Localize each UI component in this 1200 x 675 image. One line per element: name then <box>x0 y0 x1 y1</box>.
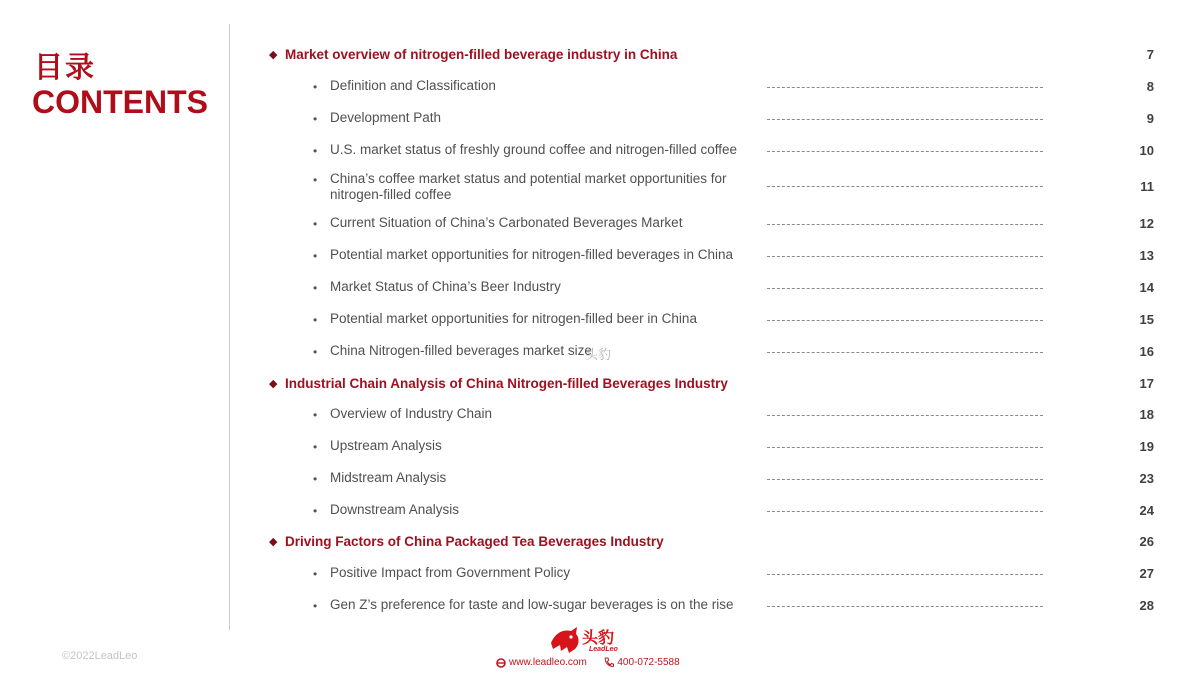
toc-label: Current Situation of China’s Carbonated Beverages Market <box>330 215 683 230</box>
dotted-leader <box>767 186 1043 187</box>
toc-label: Overview of Industry Chain <box>330 406 493 421</box>
toc-page-number: 27 <box>1139 566 1154 581</box>
toc-page-number: 9 <box>1146 111 1154 126</box>
bullet-icon: • <box>313 249 318 263</box>
dotted-leader <box>767 606 1043 607</box>
toc-label: China’s coffee market status and potential market opportunities for nitrogen-filled coffee <box>330 171 727 202</box>
toc-page-number: 26 <box>1139 534 1154 549</box>
bullet-icon: • <box>313 567 318 581</box>
diamond-icon: ◆ <box>269 378 278 390</box>
dotted-leader <box>767 352 1043 353</box>
phone-number: 400-072-5588 <box>617 657 680 668</box>
leadleo-logo <box>549 625 629 659</box>
bullet-icon: • <box>313 281 318 295</box>
toc-label: Potential market opportunities for nitrogen-filled beverages in China <box>330 247 733 262</box>
dotted-leader <box>767 415 1043 416</box>
toc-page-number: 11 <box>1140 179 1154 194</box>
contents-title-chinese: 目录 <box>34 50 97 84</box>
toc-label: Driving Factors of China Packaged Tea Beverages Industry <box>285 534 664 549</box>
logo-text-chinese: 头豹 <box>582 628 615 647</box>
toc-page-number: 19 <box>1139 439 1154 454</box>
bullet-icon: • <box>313 80 318 94</box>
toc-page-number: 16 <box>1139 344 1154 359</box>
dotted-leader <box>767 288 1043 289</box>
toc-page-number: 17 <box>1139 376 1154 391</box>
toc-page-number: 13 <box>1139 248 1154 263</box>
logo-text: LeadLeo <box>589 646 618 653</box>
web-icon <box>496 658 506 668</box>
toc-page-number: 15 <box>1139 312 1154 327</box>
copyright-text: ©2022LeadLeo <box>62 650 138 662</box>
bullet-icon: • <box>313 173 318 187</box>
toc-label: U.S. market status of freshly ground coffee and nitrogen-filled coffee <box>330 142 737 157</box>
dotted-leader <box>767 574 1043 575</box>
toc-page-number: 28 <box>1139 598 1154 613</box>
toc-label: Gen Z’s preference for taste and low-sugar beverages is on the rise <box>330 597 734 612</box>
dotted-leader <box>767 511 1043 512</box>
contents-title: CONTENTS <box>32 84 208 120</box>
toc-page-number: 12 <box>1139 216 1154 231</box>
bullet-icon: • <box>313 472 318 486</box>
bullet-icon: • <box>313 345 318 359</box>
toc-page-number: 7 <box>1146 47 1154 62</box>
toc-label: Upstream Analysis <box>330 438 442 453</box>
dotted-leader <box>767 479 1043 480</box>
website-link[interactable]: www.leadleo.com <box>509 657 587 668</box>
footer-contact <box>496 657 680 668</box>
dotted-leader <box>767 320 1043 321</box>
toc-label: Positive Impact from Government Policy <box>330 565 571 580</box>
diamond-icon: ◆ <box>269 49 278 61</box>
dotted-leader <box>767 151 1043 152</box>
toc-page-number: 24 <box>1139 503 1154 518</box>
toc-label: Market Status of China’s Beer Industry <box>330 279 561 294</box>
toc-label: Definition and Classification <box>330 78 496 93</box>
toc-page-number: 18 <box>1139 407 1154 422</box>
bullet-icon: • <box>313 599 318 613</box>
toc-page-number: 23 <box>1139 471 1154 486</box>
bullet-icon: • <box>313 440 318 454</box>
dotted-leader <box>767 119 1043 120</box>
bullet-icon: • <box>313 217 318 231</box>
dotted-leader <box>767 256 1043 257</box>
bullet-icon: • <box>313 408 318 422</box>
toc-page-number: 8 <box>1146 79 1154 94</box>
dotted-leader <box>767 224 1043 225</box>
toc-label: Potential market opportunities for nitrogen-filled beer in China <box>330 311 697 326</box>
leopard-logo-icon <box>549 625 581 655</box>
dotted-leader <box>767 447 1043 448</box>
bullet-icon: • <box>313 504 318 518</box>
dotted-leader <box>767 87 1043 88</box>
toc-page-number: 14 <box>1139 280 1154 295</box>
toc-page-number: 10 <box>1139 143 1154 158</box>
watermark-text: 头豹 <box>585 348 612 363</box>
bullet-icon: • <box>313 144 318 158</box>
toc-label: Midstream Analysis <box>330 470 447 485</box>
toc-label: China Nitrogen-filled beverages market size <box>330 343 592 358</box>
toc-label: Market overview of nitrogen-filled beverage industry in China <box>285 47 678 62</box>
toc-label: Downstream Analysis <box>330 502 460 517</box>
bullet-icon: • <box>313 313 318 327</box>
diamond-icon: ◆ <box>269 536 278 548</box>
bullet-icon: • <box>313 112 318 126</box>
phone-icon <box>604 657 614 668</box>
toc-label: Development Path <box>330 110 442 125</box>
toc-label: Industrial Chain Analysis of China Nitrogen-filled Beverages Industry <box>285 376 728 391</box>
